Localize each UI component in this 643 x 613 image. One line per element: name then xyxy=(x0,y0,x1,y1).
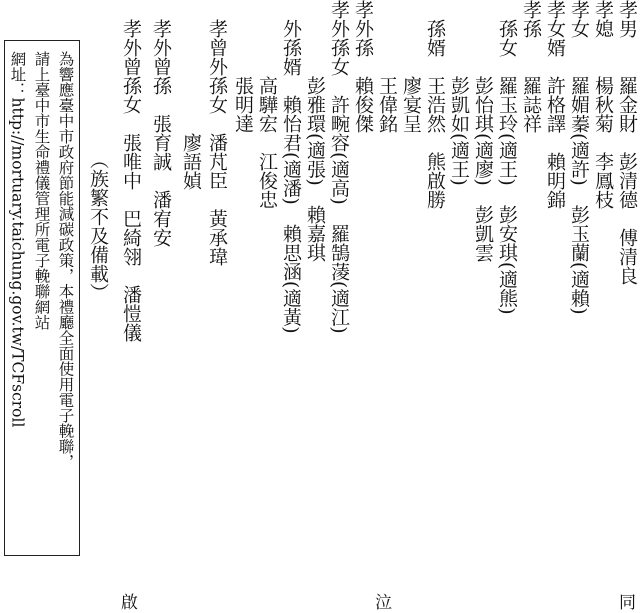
family-column-21: 孝外曾孫女 張唯中 巴綺翎 潘愷儀 xyxy=(120,0,142,342)
family-column-19: 廖語媜 xyxy=(180,0,202,190)
notice-line-2: 請上臺中市生命禮儀管理所電子輓聯網站 xyxy=(32,51,51,330)
family-column-8: 彭凱如(適王) xyxy=(448,0,470,186)
family-column-6: 孫女 羅玉玲(適王) 彭安琪(適熊) xyxy=(496,0,518,315)
family-column-14: 彭雅環(適張) 賴嘉琪 xyxy=(304,0,326,262)
family-column-3: 孝女 羅媚蓁(適許) 彭玉蘭(適賴) xyxy=(568,0,590,315)
family-column-7: 彭怡琪(適廖) 彭凱雲 xyxy=(472,0,494,262)
family-column-16: 高驊宏 江俊忠 xyxy=(256,0,278,209)
omitted-relatives-note: （族繁不及備載） xyxy=(87,150,109,302)
family-column-18: 孝曾外孫女 潘芃臣 黃承瑋 xyxy=(206,0,228,266)
family-column-11: 王偉銘 xyxy=(376,0,398,133)
family-column-5: 孝孫 羅誌祥 xyxy=(520,0,542,133)
family-column-1: 孝男 羅金財 彭清德 傅清良 xyxy=(616,0,638,285)
family-column-13: 孝外孫女 許畹容(適高) 羅鵠蓤(適江) xyxy=(328,0,350,334)
footer-char-left: 啟 xyxy=(121,593,138,613)
family-column-9: 孫婿 王浩然 熊啟勝 xyxy=(424,0,446,209)
family-column-12: 孝外孫 賴俊傑 xyxy=(352,0,374,133)
notice-line-1: 為響應臺中市政府節能減碳政策，本禮廳全面使用電子輓聯， xyxy=(56,51,75,470)
e-couplet-notice-box xyxy=(4,40,80,556)
footer-char-middle: 泣 xyxy=(375,593,392,613)
family-column-2: 孝媳 楊秋菊 李鳳枝 xyxy=(592,0,614,209)
footer-char-right: 同 xyxy=(619,593,636,613)
family-column-20: 孝外曾孫 張育誠 潘宥安 xyxy=(150,0,172,247)
family-column-10: 廖宴呈 xyxy=(400,0,422,133)
family-column-17: 張明達 xyxy=(232,0,254,133)
family-column-4: 孝女婿 許格譯 賴明錦 xyxy=(544,0,566,209)
family-column-15: 外孫婿 賴怡君(適潘) 賴思涵(適黃) xyxy=(280,0,302,334)
notice-url-line: 網址：http://mortuary.taichung.gov.tw/TCFscroll xyxy=(8,51,27,428)
